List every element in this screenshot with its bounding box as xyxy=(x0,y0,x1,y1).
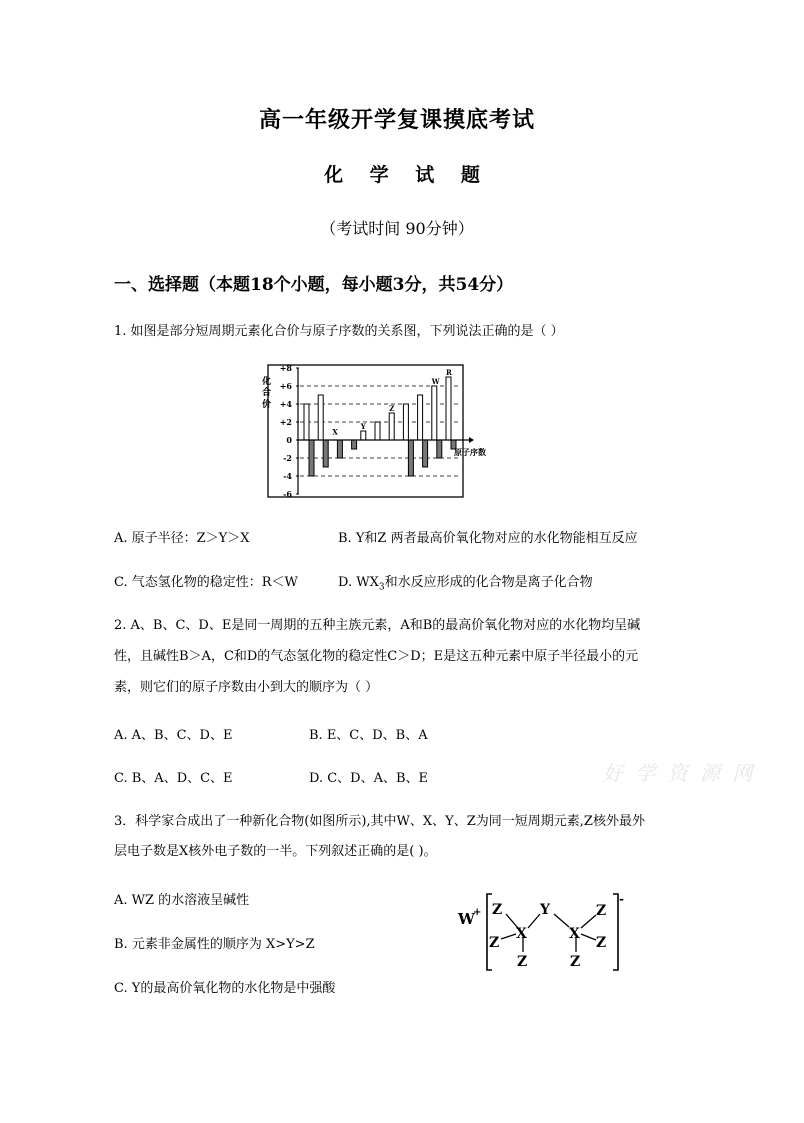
y-tick-label: -4 xyxy=(283,471,292,481)
q2-option-d[interactable]: D. C、D、A、B、E xyxy=(309,771,429,786)
atom-x-left: X xyxy=(516,926,527,942)
q1-option-c[interactable]: C. 气态氢化物的稳定性：R＜W xyxy=(114,575,298,590)
atom-z-upper-left: Z xyxy=(492,902,503,918)
question-1-stem: 1. 如图是部分短周期元素化合价与原子序数的关系图，下列说法正确的是（ ） xyxy=(114,324,564,339)
anion-charge: - xyxy=(619,892,624,906)
x-axis-label: 原子序数 xyxy=(454,447,486,457)
y-tick-label: 0 xyxy=(286,435,292,445)
bar-negative xyxy=(408,440,413,476)
atom-z-bottom-right: Z xyxy=(570,954,581,970)
bar-positive xyxy=(375,422,380,440)
bar-positive xyxy=(446,377,451,440)
q2-option-b[interactable]: B. E、C、D、B、A xyxy=(309,728,428,743)
y-tick-label: -6 xyxy=(283,489,292,499)
bar-positive xyxy=(318,395,323,440)
q3-option-b[interactable]: B. 元素非金属性的顺序为 X>Y>Z xyxy=(114,937,315,952)
question-3-line-2: 层电子数是X核外电子数的一半。下列叙述正确的是( )。 xyxy=(114,844,437,859)
atom-z-upper-right: Z xyxy=(596,903,607,919)
q1-option-d-subscript: 3 xyxy=(378,582,385,593)
cation-w: W xyxy=(458,910,475,928)
q1-option-d-prefix: D. WX xyxy=(338,575,379,590)
structure-diagram xyxy=(456,888,636,978)
y-tick-label: -2 xyxy=(283,453,292,463)
element-label: W xyxy=(431,377,440,386)
bar-positive xyxy=(304,404,309,440)
y-tick-label: +8 xyxy=(279,363,292,373)
bar-positive xyxy=(432,386,437,440)
y-tick-label: +6 xyxy=(279,381,292,391)
bar-negative xyxy=(423,440,428,467)
atom-z-lower-left: Z xyxy=(489,935,500,951)
bar-negative xyxy=(337,440,342,458)
q2-option-a[interactable]: A. A、B、C、D、E xyxy=(114,728,233,743)
bar-positive xyxy=(418,395,423,440)
right-bracket xyxy=(613,894,618,970)
ylabel-char-1: 化 xyxy=(262,377,272,387)
q1-option-d-suffix: 和水反应形成的化合物是离子化合物 xyxy=(384,575,593,590)
section-heading: 一、选择题（本题18个小题，每小题3分，共54分） xyxy=(114,275,514,295)
element-label: X xyxy=(332,427,338,437)
exam-time-info: （考试时间 90分钟） xyxy=(320,219,474,238)
element-label: R xyxy=(446,368,452,377)
x-axis-arrow xyxy=(469,437,474,443)
y-tick-label: +2 xyxy=(279,417,292,427)
bar-negative xyxy=(323,440,328,467)
question-2-line-2: 性，且碱性B＞A，C和D的气态氢化物的稳定性C＞D；E是这五种元素中原子半径最小的元 xyxy=(114,649,639,664)
q2-option-c[interactable]: C. B、A、D、C、E xyxy=(114,771,233,786)
bar-negative xyxy=(309,440,314,476)
bar-negative xyxy=(437,440,442,458)
q1-option-d[interactable] xyxy=(338,571,593,593)
valence-chart xyxy=(258,363,486,500)
bar-positive xyxy=(403,404,408,440)
q3-option-a[interactable]: A. WZ 的水溶液呈碱性 xyxy=(114,893,250,908)
atom-x-right: X xyxy=(569,926,580,942)
bar-negative xyxy=(352,440,357,449)
question-2-line-1: 2. A、B、C、D、E是同一周期的五种主族元素，A和B的最高价氧化物对应的水化物均呈碱 xyxy=(114,618,641,633)
ylabel-char-3: 价 xyxy=(262,400,272,410)
q3-option-c[interactable]: C. Y的最高价氧化物的水化物是中强酸 xyxy=(114,981,336,996)
element-label: Z xyxy=(389,404,395,413)
atom-z-lower-right: Z xyxy=(596,935,607,951)
ylabel-char-2: 合 xyxy=(262,388,272,398)
atom-z-bottom-left: Z xyxy=(517,954,528,970)
watermark: 好 学 资 源 网 xyxy=(603,761,756,785)
page-title: 高一年级开学复课摸底考试 xyxy=(258,107,535,133)
bar-positive xyxy=(389,413,394,440)
question-2-line-3: 素，则它们的原子序数由小到大的顺序为（ ） xyxy=(114,680,379,695)
q1-option-b[interactable]: B. Y和Z 两者最高价氧化物对应的水化物能相互反应 xyxy=(338,531,638,546)
cation-charge: + xyxy=(473,907,482,918)
element-label: Y xyxy=(360,422,366,431)
q1-option-a[interactable]: A. 原子半径：Z＞Y＞X xyxy=(114,531,250,546)
page-subtitle: 化 学 试 题 xyxy=(324,164,490,186)
bar-positive xyxy=(361,431,366,440)
y-tick-label: +4 xyxy=(279,399,292,409)
atom-y-bridge: Y xyxy=(540,902,550,918)
question-3-line-1: 3．科学家合成出了一种新化合物(如图所示),其中W、X、Y、Z为同一短周期元素,Z核外最外 xyxy=(114,814,645,829)
